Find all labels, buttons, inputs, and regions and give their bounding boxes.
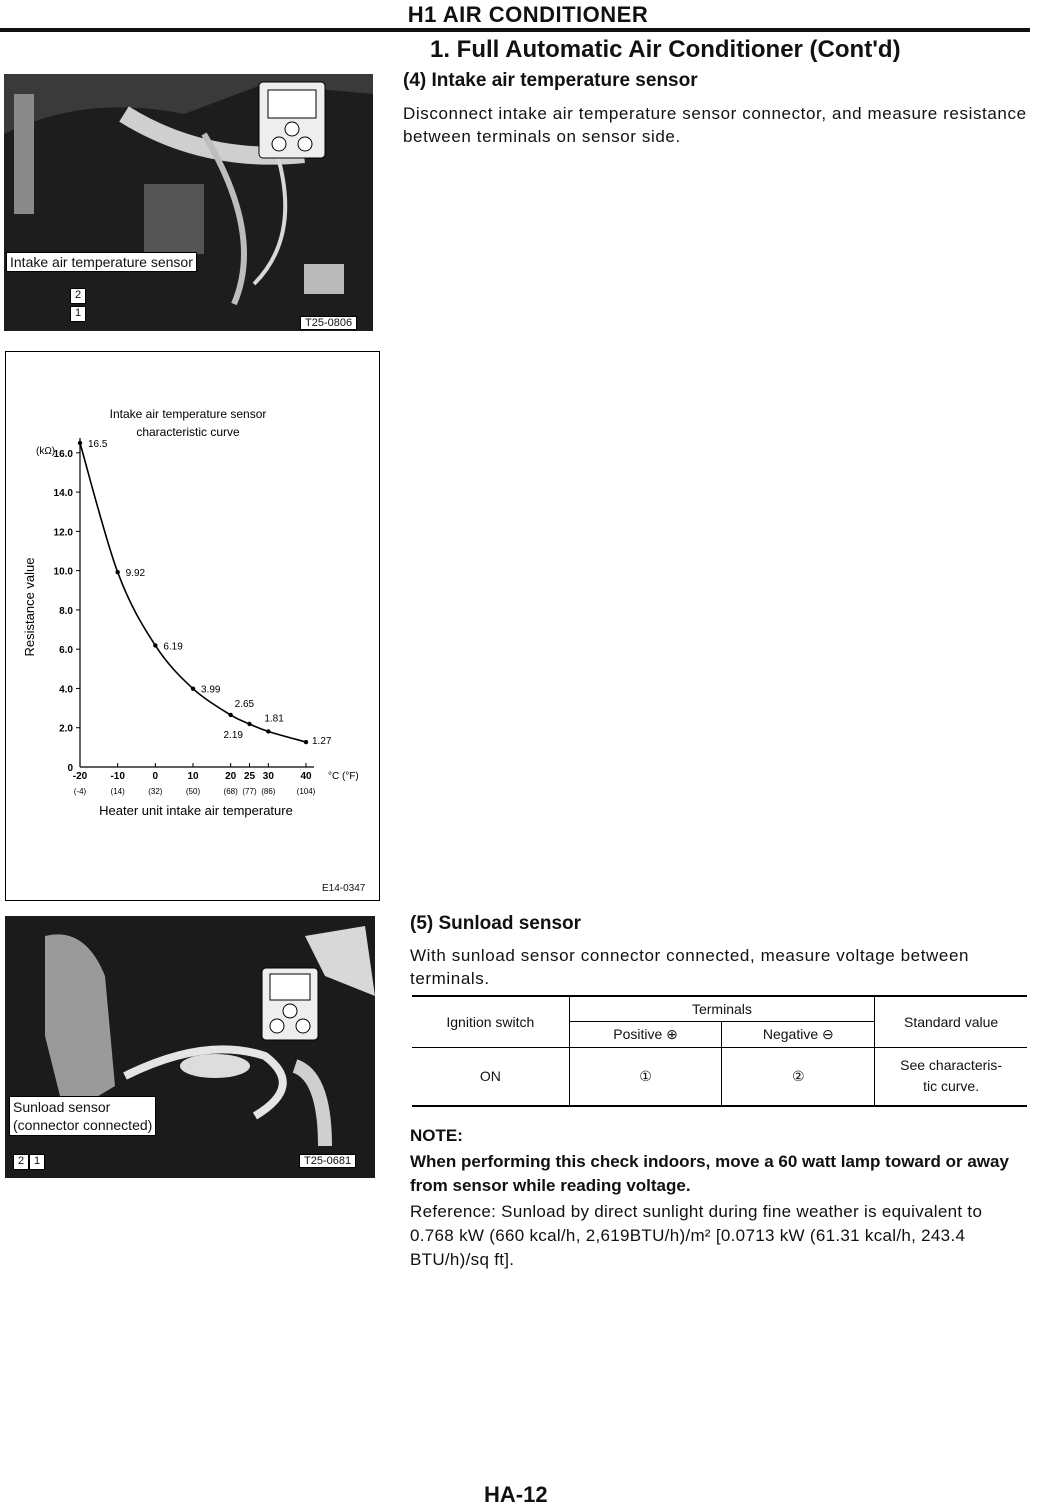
sunload-connector-pin-2: 2 xyxy=(13,1154,29,1170)
chart-y-tick-label: 0 xyxy=(67,763,73,774)
characteristic-chart-frame xyxy=(5,351,380,901)
intake-sensor-photo xyxy=(4,74,373,331)
chart-data-point xyxy=(247,722,251,726)
chart-data-point xyxy=(78,441,82,445)
chart-data-label: 1.81 xyxy=(264,713,284,725)
page-number: HA-12 xyxy=(484,1482,548,1507)
sunload-photo-label-line2: (connector connected) xyxy=(13,1117,153,1133)
chart-data-point xyxy=(191,686,195,690)
chart-y-tick-label: 2.0 xyxy=(59,723,73,735)
col-terminals: Terminals xyxy=(569,996,874,1022)
chart-x-tick-label-f: (14) xyxy=(110,787,125,796)
chart-data-label: 9.92 xyxy=(125,568,146,580)
chart-y-tick-label: 6.0 xyxy=(59,645,73,657)
reference-text xyxy=(410,1200,1030,1272)
chart-x-axis-label: Heater unit intake air temperature xyxy=(99,803,293,818)
intake-connector-pin-2: 2 xyxy=(70,288,86,304)
intake-photo-label: Intake air temperature sensor xyxy=(6,252,197,272)
chart-x-tick-label-f: (77) xyxy=(242,787,257,796)
header-rule xyxy=(0,28,1030,32)
chart-series-line xyxy=(80,443,306,742)
section-title: 1. Full Automatic Air Conditioner (Cont'd) xyxy=(430,36,901,63)
chart-y-tick-label: 8.0 xyxy=(59,605,73,617)
col-negative: Negative ⊖ xyxy=(722,1022,875,1048)
chart-x-unit: °C (°F) xyxy=(328,771,359,782)
chart-x-tick-label: 10 xyxy=(187,771,199,782)
intake-connector-pin-1: 1 xyxy=(70,306,86,322)
intake-heading: (4) Intake air temperature sensor xyxy=(403,70,698,91)
chart-data-point xyxy=(153,643,157,647)
chart-data-label: 16.5 xyxy=(88,439,108,450)
sunload-photo-illustration xyxy=(5,916,375,1178)
chart-x-tick-label-f: (68) xyxy=(223,787,238,796)
sunload-heading: (5) Sunload sensor xyxy=(410,913,582,934)
chart-data-point xyxy=(115,570,119,574)
chart-x-tick-label-f: (86) xyxy=(261,787,276,796)
note-label: NOTE: xyxy=(410,1126,463,1145)
chart-title-line1: Intake air temperature sensor xyxy=(109,407,267,421)
note-text: When performing this check indoors, move a 60 watt lamp toward or away from sensor while reading voltage. xyxy=(410,1152,1009,1195)
chart-data-point xyxy=(228,713,232,717)
chart-x-tick-label: 40 xyxy=(300,771,312,782)
chart-data-label: 2.65 xyxy=(234,698,255,710)
chart-y-axis-label: Resistance value xyxy=(22,557,37,657)
chart-title-line2: characteristic curve xyxy=(136,425,240,439)
intake-photo-illustration xyxy=(4,74,373,331)
chart-data-label: 2.19 xyxy=(223,729,243,741)
chart-x-tick-label: 25 xyxy=(243,771,256,782)
chart-x-tick-label-f: (104) xyxy=(296,787,316,796)
chapter-title: H1 AIR CONDITIONER xyxy=(407,2,649,27)
sunload-sensor-photo xyxy=(5,916,375,1178)
chart-data-label: 6.19 xyxy=(163,641,183,653)
col-ignition-switch: Ignition switch xyxy=(412,996,569,1048)
col-positive: Positive ⊕ xyxy=(569,1022,722,1048)
sunload-photo-label xyxy=(9,1096,156,1136)
chart-x-tick-label-f: (-4) xyxy=(73,787,87,796)
reference-text-body: Reference: Sunload by direct sunlight during fine weather is equivalent to 0.768 kW (660 kcal/h, 2,619BTU/h)/m² [0.0713 kW (61.31 kcal/h, 243.4 BTU/h)/sq ft]. xyxy=(410,1202,983,1269)
characteristic-chart xyxy=(6,352,379,900)
sunload-connector-pin-1: 1 xyxy=(29,1154,45,1170)
chart-data-label: 3.99 xyxy=(201,684,221,696)
row-negative-terminal: ② xyxy=(722,1048,875,1106)
sunload-spec-table xyxy=(412,995,1027,1107)
chart-y-tick-label: 4.0 xyxy=(59,684,73,696)
sunload-text: With sunload sensor connector connected, measure voltage between terminals. xyxy=(410,946,970,988)
sunload-photo-label-line1: Sunload sensor xyxy=(13,1099,111,1115)
row-standard-line2: tic curve. xyxy=(923,1078,980,1095)
chart-x-tick-label: 0 xyxy=(152,771,159,782)
chart-x-tick-label: -10 xyxy=(110,771,125,782)
intake-text: Disconnect intake air temperature sensor connector, and measure resistance between terminals on sensor side. xyxy=(403,104,1027,146)
chart-code: E14-0347 xyxy=(322,883,366,894)
chart-y-tick-label: 14.0 xyxy=(53,488,73,500)
chart-x-tick-label: -20 xyxy=(72,771,88,782)
chart-data-label: 1.27 xyxy=(312,736,332,748)
chart-x-tick-label-f: (32) xyxy=(148,787,163,796)
chart-data-point xyxy=(304,740,308,744)
sunload-photo-code: T25-0681 xyxy=(299,1154,356,1168)
row-standard-line1: See characteris- xyxy=(900,1057,1003,1074)
chart-y-tick-label: 10.0 xyxy=(53,566,73,578)
chart-y-unit: (kΩ) xyxy=(36,446,56,457)
chart-x-tick-label: 20 xyxy=(225,771,237,782)
intake-photo-code: T25-0806 xyxy=(300,316,357,330)
col-standard-value: Standard value xyxy=(875,996,1027,1048)
chart-x-tick-label-f: (50) xyxy=(185,787,201,796)
chart-y-tick-label: 16.0 xyxy=(53,448,73,460)
chart-data-point xyxy=(266,729,270,733)
chart-y-tick-label: 12.0 xyxy=(53,527,73,539)
chart-x-tick-label: 30 xyxy=(262,771,274,782)
row-standard-value xyxy=(875,1048,1027,1106)
row-ignition-on: ON xyxy=(412,1048,569,1106)
row-positive-terminal: ① xyxy=(569,1048,722,1106)
